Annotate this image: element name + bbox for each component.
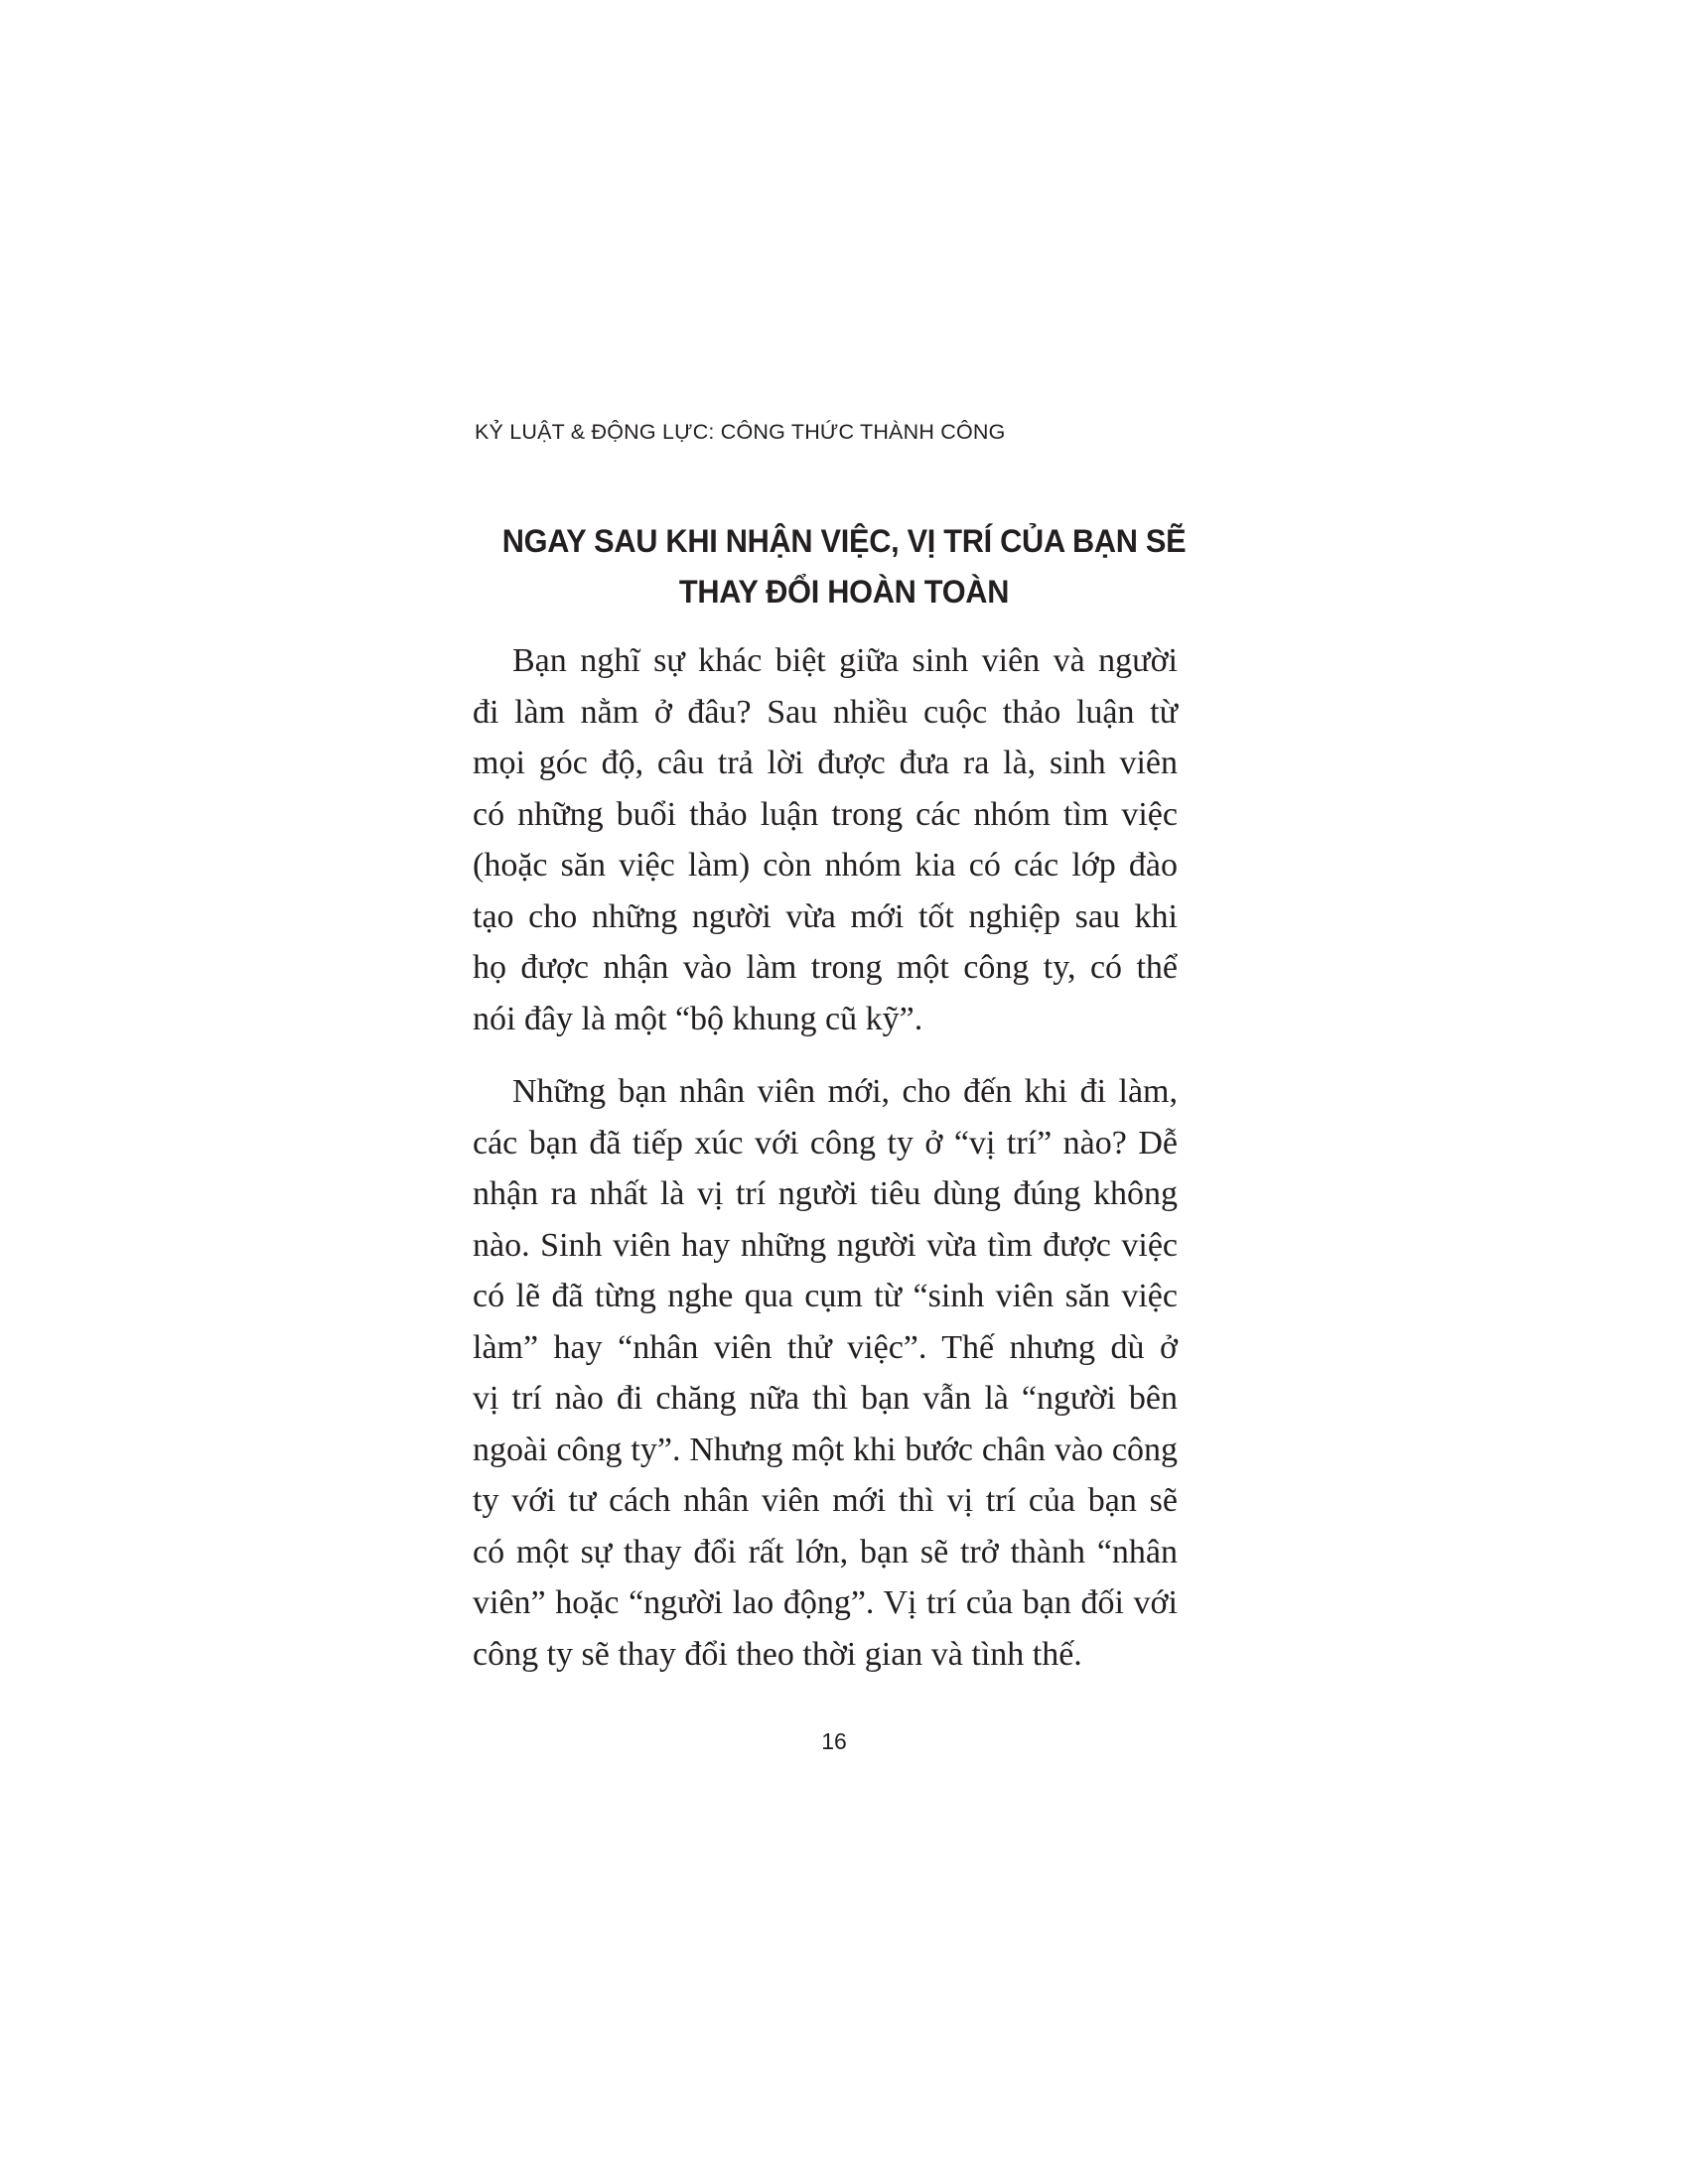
text-line: (hoặc săn việc làm) còn nhóm kia có các lớp đào [473, 847, 1178, 884]
running-header: KỶ LUẬT & ĐỘNG LỰC: CÔNG THỨC THÀNH CÔNG [475, 420, 1006, 444]
text-line: Những bạn nhân viên mới, cho đến khi đi làm, [512, 1073, 1178, 1110]
chapter-title [453, 516, 1234, 617]
text-line: viên” hoặc “người lao động”. Vị trí của bạn đối với [473, 1584, 1178, 1621]
body-text [473, 635, 1178, 1680]
text-line: có lẽ đã từng nghe qua cụm từ “sinh viên săn việc [473, 1278, 1178, 1314]
chapter-title-line: THAY ĐỔI HOÀN TOÀN [678, 574, 1010, 610]
paragraph [473, 635, 1178, 1044]
text-line: nào. Sinh viên hay những người vừa tìm được việc [473, 1226, 1178, 1264]
text-line: họ được nhận vào làm trong một công ty, có thể [473, 949, 1178, 986]
text-line: vị trí nào đi chăng nữa thì bạn vẫn là “người bên [473, 1380, 1178, 1417]
text-line: công ty sẽ thay đổi theo thời gian và tình thế. [473, 1635, 1082, 1673]
text-line: các bạn đã tiếp xúc với công ty ở “vị trí” nào? Dễ [473, 1124, 1178, 1161]
text-line: nhận ra nhất là vị trí người tiêu dùng đúng không [473, 1175, 1178, 1212]
text-line: đi làm nằm ở đâu? Sau nhiều cuộc thảo luận từ [473, 693, 1178, 731]
text-line: tạo cho những người vừa mới tốt nghiệp sau khi [473, 897, 1178, 935]
page-number: 16 [821, 1728, 847, 1754]
text-line: mọi góc độ, câu trả lời được đưa ra là, sinh viên [473, 745, 1178, 781]
paragraph [473, 1066, 1178, 1680]
text-line: nói đây là một “bộ khung cũ kỹ”. [473, 1000, 923, 1037]
chapter-title-line: NGAY SAU KHI NHẬN VIỆC, VỊ TRÍ CỦA BẠN SẼ [501, 523, 1187, 559]
text-line: ty với tư cách nhân viên mới thì vị trí của bạn sẽ [473, 1482, 1178, 1519]
text-line: làm” hay “nhân viên thử việc”. Thế nhưng dù ở [473, 1328, 1178, 1366]
text-line: có một sự thay đổi rất lớn, bạn sẽ trở thành “nhân [473, 1533, 1178, 1570]
text-line: ngoài công ty”. Nhưng một khi bước chân vào công [473, 1431, 1178, 1468]
text-line: có những buổi thảo luận trong các nhóm tìm việc [473, 795, 1178, 833]
text-line: Bạn nghĩ sự khác biệt giữa sinh viên và người [512, 642, 1178, 679]
